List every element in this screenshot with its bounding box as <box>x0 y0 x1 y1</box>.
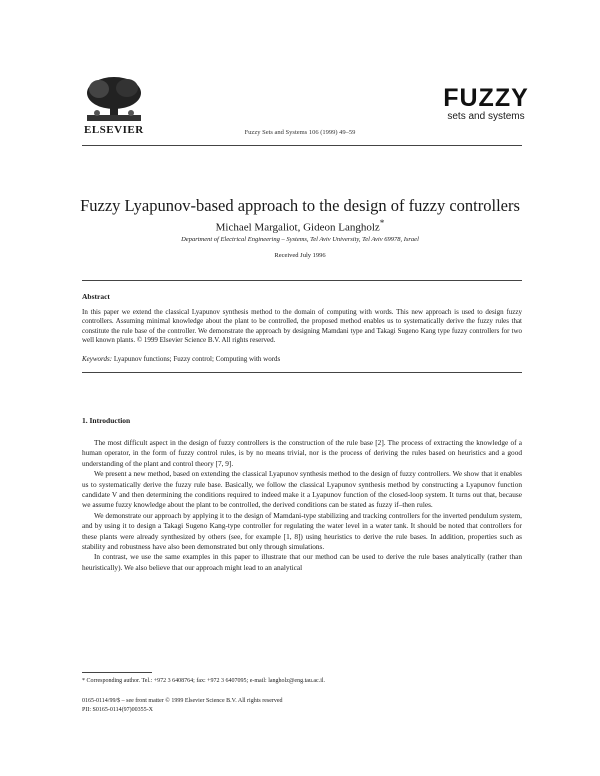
header-rule <box>82 145 522 146</box>
keywords-line <box>82 355 522 364</box>
journal-logo-word: FUZZY <box>443 84 529 112</box>
footnote-pii: PII: S0165-0114(97)00355-X <box>82 707 153 713</box>
abstract-copyright: © 1999 Elsevier Science B.V. All rights reserved. <box>136 335 276 344</box>
paragraph: We present a new method, based on extending the classical Lyapunov synthesis method to the design of fuzzy controllers. We show that it enables us to systematically derive the fuzzy rule base. Basically, we follow the classical Lyapunov synthesis method by constructing a Lyapunov function candidate V and then determining the conditions required to indeed make it a Lyapunov function of the closed-loop system. It turns out that, because we assume fuzzy knowledge about the plant to be controlled, the derived conditions can be stated as fuzzy if–then rules. <box>82 469 522 510</box>
footnote-corresponding: * Corresponding author. Tel.: +972 3 6408764; fax: +972 3 6407095; e-mail: langholz@eng.tau.ac.il. <box>82 678 326 684</box>
footnote-rule <box>82 672 152 673</box>
abstract-text: In this paper we extend the classical Lyapunov synthesis method to the domain of computing with words. This new approach is used to design fuzzy controllers. Assuming minimal knowledge about the plant to be controlled, the proposed method enables us to systematically derive the fuzzy rules that constitute the rule base of the controller. We demonstrate the approach by designing Mamdani type and Takagi Sugeno Kang type fuzzy controllers for two well known plants. <box>82 308 522 344</box>
keywords-label: Keywords: <box>82 355 113 363</box>
paragraph: In contrast, we use the same examples in this paper to illustrate that our method can be used to derive the rule bases analytically (rather than heuristically). We also believe that our approach might lead to an analytical <box>82 552 522 572</box>
article-authors <box>0 218 600 234</box>
abstract-body <box>82 308 522 345</box>
article-title: Fuzzy Lyapunov-based approach to the design of fuzzy controllers <box>80 196 520 215</box>
journal-reference: Fuzzy Sets and Systems 106 (1999) 49–59 <box>244 129 356 136</box>
section-heading: 1. Introduction <box>82 416 131 425</box>
paragraph: The most difficult aspect in the design of fuzzy controllers is the construction of the rule base [2]. The process of extracting the knowledge of a human operator, in the form of fuzzy control rules, is by no means trivial, nor is the process of deriving the rules based on heuristics and a good understanding of the plant and control theory [7, 9]. <box>82 438 522 468</box>
footnote-issn: 0165-0114/99/$ – see front matter © 1999 Elsevier Science B.V. All rights reserved <box>82 698 283 704</box>
keywords-text: Lyapunov functions; Fuzzy control; Computing with words <box>113 355 281 363</box>
author-footnote-mark: * <box>379 218 385 228</box>
abstract-bottom-rule <box>82 372 522 373</box>
paragraph: We demonstrate our approach by applying it to the design of Mamdani-type stabilizing and tracking controllers for the inverted pendulum system, and by using it to design a Takagi Sugeno Kang-type controller for regulating the water level in a water tank. It should be noted that controllers for these plants were already synthesized by others (see, for example [1, 8]) using heuristics to derive the rule bases. In addition, properties such as stability and robustness have also been demonstrated but only through simulations. <box>82 510 522 552</box>
journal-logo-subtitle: sets and systems <box>447 111 525 122</box>
elsevier-tree-icon <box>85 75 143 123</box>
author-names: Michael Margaliot, Gideon Langholz <box>215 221 380 234</box>
journal-logo <box>440 86 532 122</box>
section-body <box>82 438 522 573</box>
publisher-name: ELSEVIER <box>84 124 144 136</box>
abstract-heading: Abstract <box>82 292 110 301</box>
author-affiliation: Department of Electrical Engineering – Systems, Tel Aviv University, Tel Aviv 69978, Israel <box>181 236 419 243</box>
received-date: Received July 1996 <box>274 252 326 259</box>
abstract-top-rule <box>82 280 522 281</box>
